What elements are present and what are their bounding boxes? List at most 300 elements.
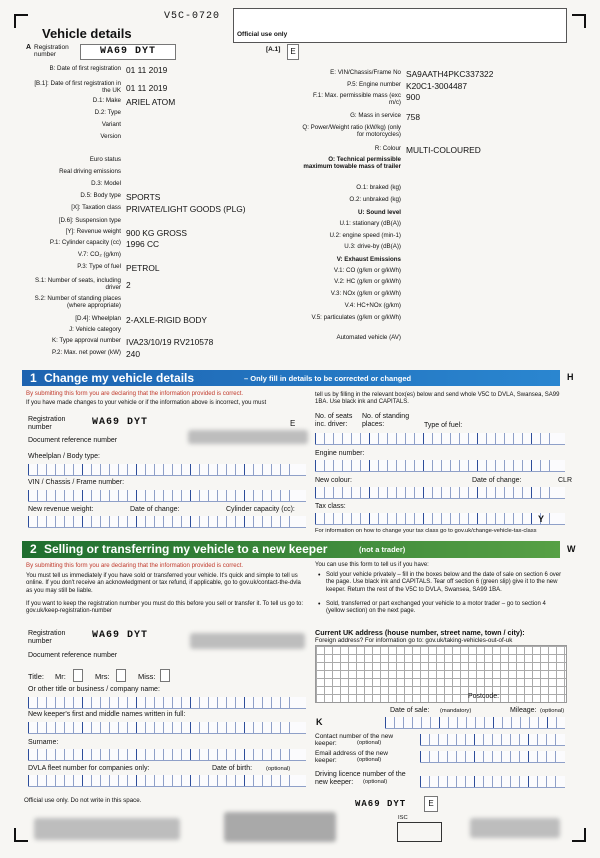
input-cell bbox=[28, 516, 37, 527]
input-cell bbox=[100, 464, 109, 475]
input-cell bbox=[546, 734, 555, 745]
field-label: D.1: Make bbox=[92, 97, 121, 104]
input-cell bbox=[100, 775, 109, 786]
input-cell bbox=[537, 734, 546, 745]
field-label: U.2: engine speed (min-1) bbox=[329, 232, 401, 239]
input-cell bbox=[555, 734, 564, 745]
input-cell bbox=[244, 697, 253, 708]
field-value: PETROL bbox=[126, 263, 160, 273]
input-cell bbox=[342, 487, 351, 498]
wheelplan-input[interactable] bbox=[28, 464, 306, 476]
input-cell bbox=[522, 513, 531, 524]
input-cell bbox=[208, 490, 217, 501]
input-cell bbox=[91, 722, 100, 733]
field-value: 01 11 2019 bbox=[126, 65, 168, 75]
input-cell bbox=[82, 722, 91, 733]
input-cell bbox=[504, 433, 513, 444]
surname-input[interactable] bbox=[28, 749, 306, 761]
docref-redacted bbox=[190, 633, 305, 649]
s2-mileage-label: Mileage: bbox=[510, 707, 537, 714]
s1-tax-y: Y bbox=[538, 514, 545, 524]
input-cell bbox=[342, 513, 351, 524]
input-cell bbox=[522, 433, 531, 444]
input-cell bbox=[136, 464, 145, 475]
input-cell bbox=[414, 513, 423, 524]
s2-reg-label: Registration number bbox=[28, 630, 66, 645]
field-value: 900 bbox=[406, 92, 420, 102]
input-cell bbox=[486, 460, 495, 471]
input-cell bbox=[217, 464, 226, 475]
input-cell bbox=[199, 722, 208, 733]
input-cell bbox=[262, 490, 271, 501]
input-cell bbox=[555, 751, 564, 762]
input-cell bbox=[450, 460, 459, 471]
input-cell bbox=[163, 697, 172, 708]
s1-reg-label: Registration number bbox=[28, 416, 66, 431]
section2-bullet1: Sold your vehicle privately – fill in the boxes below and the date of sale on section 6 over the page. Use black ink and CAPITALS. Tear off section 6 (green slip) give it to the new keeper. Return the rest of the V5C to DVLA, Swansea, SA99 1BA. bbox=[326, 572, 562, 593]
s2-foreign-label: Foreign address? For information go to: gov.uk/taking-vehicles-out-of-uk bbox=[315, 637, 513, 644]
input-cell bbox=[439, 717, 448, 728]
input-cell bbox=[405, 513, 414, 524]
input-cell bbox=[145, 464, 154, 475]
s1-colour-label: New colour: bbox=[315, 477, 352, 484]
input-cell bbox=[531, 433, 540, 444]
input-cell bbox=[378, 487, 387, 498]
input-cell bbox=[244, 775, 253, 786]
input-cell bbox=[492, 734, 501, 745]
input-cell bbox=[91, 749, 100, 760]
footer-isc: ISC bbox=[398, 815, 408, 821]
input-cell bbox=[64, 749, 73, 760]
input-cell bbox=[208, 516, 217, 527]
field-label: G: Mass in service bbox=[350, 112, 401, 119]
input-cell bbox=[486, 513, 495, 524]
input-cell bbox=[556, 717, 565, 728]
input-cell bbox=[459, 433, 468, 444]
input-cell bbox=[100, 722, 109, 733]
colour-input[interactable] bbox=[315, 487, 565, 499]
input-cell bbox=[37, 722, 46, 733]
input-cell bbox=[163, 490, 172, 501]
input-cell bbox=[181, 722, 190, 733]
input-cell bbox=[127, 490, 136, 501]
input-cell bbox=[549, 433, 558, 444]
input-cell bbox=[262, 516, 271, 527]
input-cell bbox=[109, 490, 118, 501]
input-cell bbox=[28, 464, 37, 475]
field-value: 2 bbox=[126, 280, 131, 290]
field-label: [Y]: Revenue weight bbox=[65, 228, 121, 235]
input-cell bbox=[91, 697, 100, 708]
footer-reg: WA69 DYT bbox=[355, 799, 407, 809]
input-cell bbox=[64, 722, 73, 733]
input-cell bbox=[510, 776, 519, 787]
input-cell bbox=[100, 516, 109, 527]
seats-fuel-input[interactable] bbox=[315, 433, 565, 445]
field-label: U.3: drive-by (dB(A)) bbox=[344, 243, 401, 250]
input-cell bbox=[154, 722, 163, 733]
mr-checkbox[interactable] bbox=[73, 669, 83, 682]
input-cell bbox=[235, 490, 244, 501]
input-cell bbox=[91, 464, 100, 475]
s1-standing-label: No. of standing places: bbox=[362, 413, 410, 428]
s1-reg-value: WA69 DYT bbox=[92, 417, 149, 428]
input-cell bbox=[118, 490, 127, 501]
input-cell bbox=[378, 513, 387, 524]
field-label: [B.1]: Date of first registration in the UK bbox=[34, 80, 121, 94]
input-cell bbox=[64, 490, 73, 501]
input-cell bbox=[351, 433, 360, 444]
input-cell bbox=[414, 433, 423, 444]
input-cell bbox=[501, 776, 510, 787]
s2-k: K bbox=[316, 717, 323, 727]
field-label: S.1: Number of seats, including driver bbox=[35, 277, 121, 291]
mrs-checkbox[interactable] bbox=[116, 669, 126, 682]
input-cell bbox=[504, 513, 513, 524]
input-cell bbox=[441, 433, 450, 444]
input-cell bbox=[28, 722, 37, 733]
input-cell bbox=[477, 433, 486, 444]
input-cell bbox=[55, 749, 64, 760]
input-cell bbox=[55, 775, 64, 786]
input-cell bbox=[253, 516, 262, 527]
input-cell bbox=[136, 516, 145, 527]
input-cell bbox=[82, 464, 91, 475]
section2-p2: If you want to keep the registration number you must do this before you sell or transfer it. To tell us go to: gov.uk/keep-registration-number bbox=[26, 601, 304, 615]
input-cell bbox=[217, 697, 226, 708]
field-value: K20C1-3004487 bbox=[406, 81, 468, 91]
s2-title-label: Title: bbox=[28, 672, 44, 681]
input-cell bbox=[351, 513, 360, 524]
input-cell bbox=[546, 776, 555, 787]
input-cell bbox=[429, 734, 438, 745]
input-cell bbox=[55, 697, 64, 708]
input-cell bbox=[495, 460, 504, 471]
s2-other-title-label: Or other title or business / company name: bbox=[28, 686, 160, 693]
input-cell bbox=[537, 776, 546, 787]
field-value: SA9AATH4PKC337322 bbox=[406, 69, 494, 79]
input-cell bbox=[457, 717, 466, 728]
s2-licence-optional: (optional) bbox=[363, 779, 388, 785]
miss-checkbox[interactable] bbox=[160, 669, 170, 682]
field-label: P.1: Cylinder capacity (cc) bbox=[49, 239, 121, 246]
s2-date-sale-label: Date of sale: bbox=[390, 707, 430, 714]
input-cell bbox=[163, 516, 172, 527]
input-cell bbox=[474, 734, 483, 745]
input-cell bbox=[163, 775, 172, 786]
input-cell bbox=[154, 775, 163, 786]
input-cell bbox=[420, 734, 429, 745]
input-cell bbox=[468, 513, 477, 524]
input-cell bbox=[315, 433, 324, 444]
input-cell bbox=[127, 464, 136, 475]
input-cell bbox=[324, 513, 333, 524]
section1-subtitle: – Only fill in details to be corrected or changed bbox=[244, 374, 412, 383]
input-cell bbox=[118, 697, 127, 708]
input-cell bbox=[118, 749, 127, 760]
input-cell bbox=[492, 751, 501, 762]
input-cell bbox=[199, 464, 208, 475]
input-cell bbox=[262, 697, 271, 708]
s1-tax-info: For information on how to change your tax class go to gov.uk/change-vehicle-tax-class bbox=[315, 528, 537, 534]
field-label: [D.4]: Wheelplan bbox=[75, 315, 121, 322]
input-cell bbox=[405, 433, 414, 444]
input-cell bbox=[360, 513, 369, 524]
input-cell bbox=[73, 775, 82, 786]
input-cell bbox=[190, 697, 199, 708]
input-cell bbox=[145, 697, 154, 708]
s1-vin-label: VIN / Chassis / Frame number: bbox=[28, 479, 125, 486]
input-cell bbox=[423, 487, 432, 498]
input-cell bbox=[73, 722, 82, 733]
input-cell bbox=[208, 775, 217, 786]
input-cell bbox=[289, 722, 298, 733]
input-cell bbox=[486, 487, 495, 498]
input-cell bbox=[262, 722, 271, 733]
input-cell bbox=[483, 751, 492, 762]
input-cell bbox=[495, 513, 504, 524]
input-cell bbox=[513, 513, 522, 524]
official-use-box bbox=[233, 8, 567, 43]
input-cell bbox=[226, 490, 235, 501]
input-cell bbox=[136, 722, 145, 733]
input-cell bbox=[540, 433, 549, 444]
field-label: V: Exhaust Emissions bbox=[336, 256, 401, 263]
input-cell bbox=[109, 464, 118, 475]
field-label: V.3: NOx (g/km or g/kWh) bbox=[330, 290, 401, 297]
field-label: O: Technical permissible maximum towable mass of trailer bbox=[303, 156, 401, 170]
revenue-weight-input[interactable] bbox=[28, 516, 306, 528]
input-cell bbox=[441, 513, 450, 524]
s2-date-sale-optional: (mandatory) bbox=[440, 708, 472, 714]
input-cell bbox=[538, 717, 547, 728]
input-cell bbox=[46, 775, 55, 786]
isc-box bbox=[397, 822, 442, 842]
input-cell bbox=[64, 516, 73, 527]
input-cell bbox=[468, 487, 477, 498]
input-cell bbox=[100, 749, 109, 760]
input-cell bbox=[190, 490, 199, 501]
input-cell bbox=[82, 516, 91, 527]
input-cell bbox=[501, 751, 510, 762]
s2-dob-optional: (optional) bbox=[266, 766, 291, 772]
input-cell bbox=[172, 490, 181, 501]
field-value: SPORTS bbox=[126, 192, 161, 202]
input-cell bbox=[369, 433, 378, 444]
field-label: F.1: Max. permissible mass (exc m/c) bbox=[312, 92, 401, 106]
input-cell bbox=[378, 460, 387, 471]
bullet-icon: • bbox=[318, 572, 321, 579]
input-cell bbox=[235, 775, 244, 786]
input-cell bbox=[46, 697, 55, 708]
field-label: Euro status bbox=[89, 156, 121, 163]
field-label: U: Sound level bbox=[358, 209, 401, 216]
first-names-input[interactable] bbox=[28, 722, 306, 734]
input-cell bbox=[190, 749, 199, 760]
input-cell bbox=[528, 751, 537, 762]
field-value: MULTI-COLOURED bbox=[406, 145, 481, 155]
field-value: 758 bbox=[406, 112, 420, 122]
vin-input[interactable] bbox=[28, 490, 306, 502]
input-cell bbox=[396, 513, 405, 524]
corner-mark bbox=[14, 14, 28, 28]
page-title: Vehicle details bbox=[42, 26, 132, 41]
input-cell bbox=[271, 775, 280, 786]
input-cell bbox=[55, 490, 64, 501]
licence-input[interactable] bbox=[420, 776, 565, 788]
input-cell bbox=[420, 776, 429, 787]
input-cell bbox=[333, 460, 342, 471]
input-cell bbox=[91, 775, 100, 786]
input-cell bbox=[492, 776, 501, 787]
section1-number: 1 bbox=[30, 371, 37, 385]
input-cell bbox=[271, 516, 280, 527]
input-cell bbox=[324, 433, 333, 444]
field-label: V.7: CO₂ (g/km) bbox=[77, 251, 121, 258]
field-value: 900 KG GROSS bbox=[126, 228, 187, 238]
s1-date-change2-label: Date of change: bbox=[472, 477, 522, 484]
tax-class-input[interactable] bbox=[315, 513, 565, 525]
input-cell bbox=[271, 749, 280, 760]
field-label: E: VIN/Chassis/Frame No bbox=[330, 69, 401, 76]
s2-email-label: Email address of the new keeper: bbox=[315, 750, 388, 764]
input-cell bbox=[396, 433, 405, 444]
input-cell bbox=[315, 487, 324, 498]
input-cell bbox=[109, 722, 118, 733]
input-cell bbox=[495, 487, 504, 498]
input-cell bbox=[531, 487, 540, 498]
input-cell bbox=[387, 460, 396, 471]
input-cell bbox=[414, 487, 423, 498]
input-cell bbox=[109, 697, 118, 708]
input-cell bbox=[351, 460, 360, 471]
input-cell bbox=[253, 722, 262, 733]
input-cell bbox=[429, 751, 438, 762]
fleet-dob-input[interactable] bbox=[28, 775, 306, 787]
input-cell bbox=[414, 460, 423, 471]
input-cell bbox=[495, 433, 504, 444]
input-cell bbox=[531, 460, 540, 471]
input-cell bbox=[405, 460, 414, 471]
section1-declaration: By submitting this form you are declaring that the information provided is correct. bbox=[26, 390, 244, 397]
input-cell bbox=[315, 513, 324, 524]
address-grid[interactable] bbox=[315, 645, 567, 703]
input-cell bbox=[226, 749, 235, 760]
input-cell bbox=[253, 697, 262, 708]
section2-declaration: By submitting this form you are declaring that the information provided is correct. bbox=[26, 562, 244, 569]
input-cell bbox=[510, 751, 519, 762]
s1-docref-label: Document reference number bbox=[28, 437, 118, 444]
s1-wheelplan-label: Wheelplan / Body type: bbox=[28, 453, 100, 460]
input-cell bbox=[109, 749, 118, 760]
input-cell bbox=[528, 776, 537, 787]
input-cell bbox=[118, 775, 127, 786]
field-label: V.1: CO (g/km or g/kWh) bbox=[333, 267, 401, 274]
field-label: [D.6]: Suspension type bbox=[58, 217, 121, 224]
input-cell bbox=[172, 697, 181, 708]
s2-contact-label: Contact number of the new keeper: bbox=[315, 733, 394, 747]
input-cell bbox=[253, 490, 262, 501]
input-cell bbox=[136, 775, 145, 786]
field-label: V.2: HC (g/km or g/kWh) bbox=[334, 278, 401, 285]
date-sale-mileage-input[interactable] bbox=[385, 717, 565, 729]
input-cell bbox=[46, 464, 55, 475]
input-cell bbox=[46, 516, 55, 527]
input-cell bbox=[226, 722, 235, 733]
input-cell bbox=[465, 751, 474, 762]
input-cell bbox=[154, 516, 163, 527]
input-cell bbox=[423, 513, 432, 524]
input-cell bbox=[547, 717, 556, 728]
input-cell bbox=[73, 749, 82, 760]
input-cell bbox=[136, 749, 145, 760]
input-cell bbox=[510, 734, 519, 745]
barcode-redacted bbox=[224, 812, 336, 842]
input-cell bbox=[28, 697, 37, 708]
input-cell bbox=[474, 776, 483, 787]
input-cell bbox=[519, 751, 528, 762]
input-cell bbox=[448, 717, 457, 728]
input-cell bbox=[280, 516, 289, 527]
input-cell bbox=[190, 722, 199, 733]
input-cell bbox=[394, 717, 403, 728]
input-cell bbox=[46, 722, 55, 733]
corner-mark bbox=[14, 828, 28, 842]
field-value: 240 bbox=[126, 349, 140, 359]
input-cell bbox=[360, 487, 369, 498]
reg-label: Registration number bbox=[34, 44, 69, 58]
input-cell bbox=[73, 516, 82, 527]
engine-number-input[interactable] bbox=[315, 460, 565, 472]
input-cell bbox=[181, 697, 190, 708]
section2-subtitle: (not a trader) bbox=[359, 545, 406, 554]
field-label: U.1: stationary (dB(A)) bbox=[339, 220, 401, 227]
field-value: ARIEL ATOM bbox=[126, 97, 176, 107]
section1-intro: If you have made changes to your vehicle or if the information above is incorrect, you must bbox=[26, 400, 267, 406]
email-input[interactable] bbox=[420, 751, 565, 763]
s2-dob-label: Date of birth: bbox=[212, 765, 253, 772]
reg-value: WA69 DYT bbox=[80, 44, 176, 60]
input-cell bbox=[226, 516, 235, 527]
input-cell bbox=[513, 433, 522, 444]
input-cell bbox=[405, 487, 414, 498]
input-cell bbox=[55, 722, 64, 733]
other-title-input[interactable] bbox=[28, 697, 306, 709]
input-cell bbox=[217, 722, 226, 733]
input-cell bbox=[172, 516, 181, 527]
input-cell bbox=[403, 717, 412, 728]
input-cell bbox=[430, 717, 439, 728]
section2-bullet2: Sold, transferred or part exchanged your vehicle to a motor trader – go to section 4 (yellow section) on the next page. bbox=[326, 601, 546, 615]
field-label: Automated vehicle (AV) bbox=[336, 334, 401, 341]
input-cell bbox=[244, 749, 253, 760]
input-cell bbox=[520, 717, 529, 728]
section2-p1: You must tell us immediately if you have sold or transferred your vehicle. It's quick and simple to tell us online. If you don't receive an acknowledgment or tax refund, if applicable, go to gov.uk/contact-the-dvla as you may still be liable. bbox=[26, 573, 301, 594]
contact-number-input[interactable] bbox=[420, 734, 565, 746]
input-cell bbox=[289, 749, 298, 760]
section2-title: Selling or transferring my vehicle to a new keeper bbox=[44, 542, 328, 556]
input-cell bbox=[280, 464, 289, 475]
input-cell bbox=[208, 464, 217, 475]
corner-mark bbox=[572, 14, 586, 28]
section2-number: 2 bbox=[30, 542, 37, 556]
input-cell bbox=[493, 717, 502, 728]
field-label: P.2: Max. net power (kW) bbox=[51, 349, 121, 356]
input-cell bbox=[432, 460, 441, 471]
s1-revenue-label: New revenue weight: bbox=[28, 506, 94, 513]
input-cell bbox=[109, 516, 118, 527]
input-cell bbox=[73, 490, 82, 501]
